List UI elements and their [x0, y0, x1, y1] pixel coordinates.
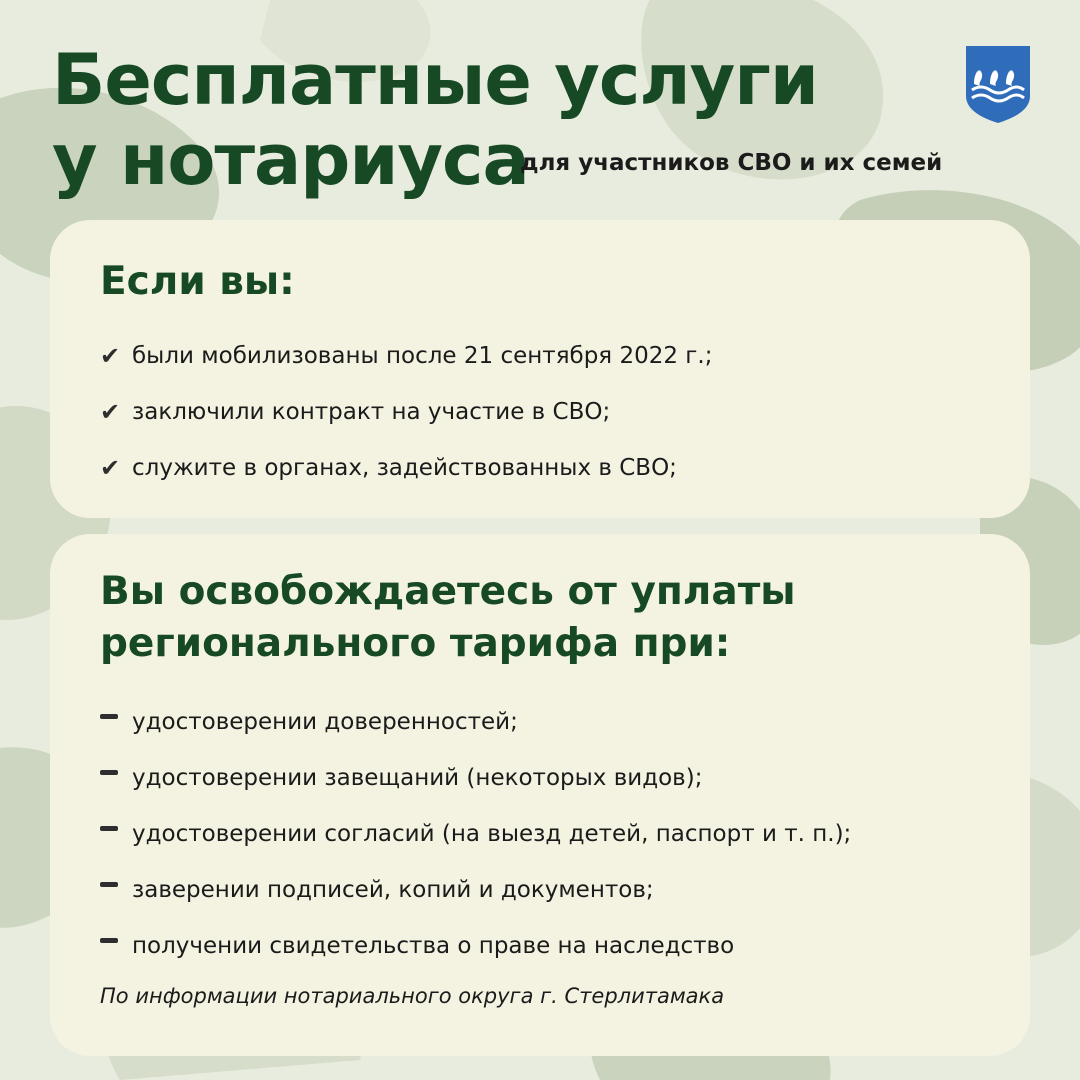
list-item [100, 328, 712, 384]
checkmark-icon: ✔ [100, 398, 121, 426]
page-subtitle: для участников СВО и их семей [520, 150, 943, 176]
page-title [52, 40, 818, 200]
dash-icon [100, 826, 118, 831]
list-item [100, 918, 851, 974]
eligibility-title: Если вы: [100, 259, 295, 304]
eligibility-list [100, 328, 712, 496]
title-line-1: Бесплатные услуги [52, 39, 818, 121]
list-item-text: были мобилизованы после 21 сентября 2022 г.; [132, 343, 713, 369]
list-item [100, 806, 851, 862]
list-item-text: получении свидетельства о праве на наследство [132, 933, 735, 959]
exemption-card [50, 534, 1030, 1056]
list-item-text: служите в органах, задействованных в СВО; [132, 455, 677, 481]
exemption-title-line-1: Вы освобождаетесь от уплаты [100, 569, 796, 614]
dash-icon [100, 714, 118, 719]
list-item [100, 862, 851, 918]
checkmark-icon: ✔ [100, 454, 121, 482]
list-item [100, 440, 712, 496]
title-line-2: у нотариуса [52, 119, 529, 201]
list-item [100, 384, 712, 440]
list-item-text: удостоверении доверенностей; [132, 709, 518, 735]
list-item-text: удостоверении завещаний (некоторых видов); [132, 765, 703, 791]
dash-icon [100, 938, 118, 943]
list-item [100, 694, 851, 750]
list-item [100, 750, 851, 806]
exemption-list [100, 694, 851, 974]
list-item-text: заверении подписей, копий и документов; [132, 877, 654, 903]
dash-icon [100, 770, 118, 775]
dash-icon [100, 882, 118, 887]
checkmark-icon: ✔ [100, 342, 121, 370]
city-coat-of-arms-icon [964, 44, 1032, 124]
exemption-title-line-2: регионального тарифа при: [100, 621, 731, 666]
eligibility-card [50, 220, 1030, 518]
exemption-title [100, 566, 796, 670]
list-item-text: заключили контракт на участие в СВО; [132, 399, 611, 425]
list-item-text: удостоверении согласий (на выезд детей, паспорт и т. п.); [132, 821, 852, 847]
source-note: По информации нотариального округа г. Стерлитамака [100, 984, 725, 1008]
